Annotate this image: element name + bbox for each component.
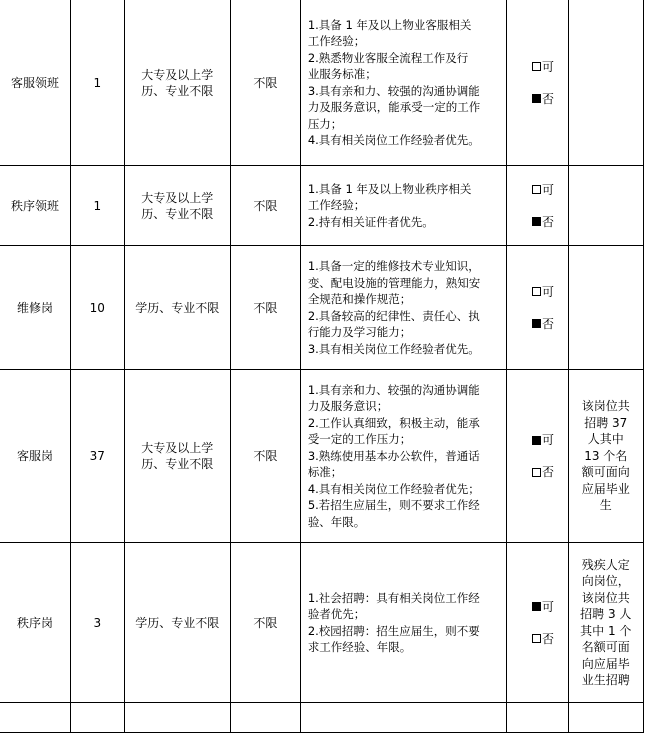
- requirement-line: 1.具备 1 年及以上物业客服相关: [307, 17, 472, 32]
- yes-checkbox[interactable]: [532, 62, 541, 71]
- remark-line: 人其中: [587, 432, 624, 447]
- requirement-line: 2.持有相关证件者优先。: [307, 214, 434, 229]
- education-cell: [124, 246, 230, 370]
- requirement-line: 3.具有相关岗位工作经验者优先。: [307, 341, 480, 356]
- requirement-line: 工作经验；: [307, 34, 366, 48]
- age-cell: 不限: [230, 0, 300, 166]
- yes-option-label: 可: [542, 284, 555, 299]
- table-row: [0, 246, 644, 370]
- yes-option-label: 可: [542, 182, 555, 197]
- education-line: 学历、专业不限: [135, 300, 220, 315]
- no-checkbox[interactable]: [532, 94, 541, 103]
- remark-line: 该岗位共: [581, 590, 630, 605]
- requirement-line: 2.具备较高的纪律性、责任心、执: [307, 308, 480, 323]
- requirement-line: 标准；: [307, 465, 343, 480]
- option-yes[interactable]: [532, 51, 568, 83]
- graduate-option-cell: [507, 0, 569, 166]
- requirement-line: 1.具备 1 年及以上物业秩序相关: [307, 181, 472, 196]
- headcount-cell: 10: [70, 246, 124, 370]
- requirement-line: 力及服务意识，能承受一定的工作: [307, 100, 481, 114]
- table-row: [0, 370, 644, 543]
- age-cell: 不限: [230, 543, 300, 703]
- empty-cell: [300, 703, 506, 733]
- requirement-line: 求工作经验、年限。: [307, 640, 412, 654]
- remark-line: 招聘 3 人: [580, 607, 632, 621]
- yes-checkbox[interactable]: [532, 185, 541, 194]
- option-yes[interactable]: [532, 424, 568, 456]
- age-cell: 不限: [230, 166, 300, 246]
- remark-line: 生: [599, 498, 612, 513]
- position-cell: 客服领班: [0, 0, 70, 166]
- headcount-cell: 37: [70, 370, 124, 543]
- remark-line: 应届毕业: [581, 481, 630, 496]
- education-line: 历、专业不限: [141, 206, 214, 221]
- no-option-label: 否: [542, 214, 555, 229]
- remark-line: 该岗位共: [581, 399, 630, 414]
- requirement-line: 压力；: [307, 116, 343, 131]
- education-line: 大专及以上学: [141, 441, 214, 455]
- education-cell: [124, 166, 230, 246]
- yes-checkbox[interactable]: [532, 602, 541, 611]
- headcount-cell: 1: [70, 166, 124, 246]
- yes-option-label: 可: [542, 433, 555, 447]
- education-cell: [124, 370, 230, 543]
- headcount-cell: 3: [70, 543, 124, 703]
- remark-line: 向应届毕: [581, 656, 630, 671]
- education-line: 大专及以上学: [141, 190, 214, 205]
- education-cell: [124, 543, 230, 703]
- requirement-line: 业服务标准；: [307, 67, 377, 81]
- yes-option-label: 可: [542, 599, 555, 614]
- no-option-label: 否: [542, 465, 555, 479]
- position-cell: 客服岗: [0, 370, 70, 543]
- remarks-cell: [568, 0, 643, 166]
- requirement-line: 力及服务意识；: [307, 399, 389, 414]
- option-yes[interactable]: [532, 174, 568, 206]
- option-yes[interactable]: [532, 591, 568, 623]
- requirement-line: 工作经验；: [307, 198, 366, 213]
- requirements-cell: [300, 0, 506, 166]
- age-cell: 不限: [230, 246, 300, 370]
- position-cell: 秩序领班: [0, 166, 70, 246]
- empty-cell: [0, 703, 70, 733]
- table-row: [0, 543, 644, 703]
- remark-line: 招聘 37: [584, 415, 628, 430]
- requirement-line: 2.熟悉物业客服全流程工作及行: [307, 50, 469, 65]
- requirement-line: 4.具有相关岗位工作经验者优先。: [307, 133, 480, 147]
- requirements-cell: [300, 370, 506, 543]
- yes-option-label: 可: [542, 59, 555, 74]
- graduate-option-cell: [507, 166, 569, 246]
- table-row: [0, 0, 644, 166]
- education-cell: [124, 0, 230, 166]
- education-line: 大专及以上学: [141, 67, 214, 82]
- education-line: 历、专业不限: [141, 83, 214, 98]
- remark-line: 13 个名: [584, 448, 628, 463]
- empty-cell: [124, 703, 230, 733]
- yes-checkbox[interactable]: [532, 287, 541, 296]
- requirement-line: 变、配电设施的管理能力，熟知安: [307, 275, 481, 290]
- requirement-line: 5.若招生应届生，则不要求工作经: [307, 498, 480, 513]
- requirements-cell: [300, 166, 506, 246]
- empty-cell: [230, 703, 300, 733]
- table-row-partial: [0, 703, 644, 733]
- option-no[interactable]: [532, 206, 568, 238]
- requirement-line: 验者优先；: [307, 607, 366, 621]
- empty-cell: [70, 703, 124, 733]
- remarks-cell: [568, 246, 643, 370]
- remarks-cell: [568, 166, 643, 246]
- headcount-cell: 1: [70, 0, 124, 166]
- education-line: 学历、专业不限: [135, 615, 220, 630]
- remark-line: 向岗位，: [581, 574, 630, 588]
- requirement-line: 4.具有相关岗位工作经验者优先；: [307, 481, 480, 496]
- graduate-option-cell: [507, 543, 569, 703]
- remark-line: 额可面向: [581, 465, 630, 480]
- requirement-line: 1.具有亲和力、较强的沟通协调能: [307, 382, 480, 397]
- yes-checkbox[interactable]: [532, 436, 541, 445]
- remarks-cell: [568, 370, 643, 543]
- option-no[interactable]: [532, 308, 568, 340]
- no-option-label: 否: [542, 631, 555, 646]
- requirements-cell: [300, 543, 506, 703]
- position-cell: 维修岗: [0, 246, 70, 370]
- requirement-line: 行能力及学习能力；: [307, 325, 412, 339]
- age-cell: 不限: [230, 370, 300, 543]
- requirement-line: 验、年限。: [307, 514, 366, 529]
- position-cell: 秩序岗: [0, 543, 70, 703]
- option-no[interactable]: [532, 456, 568, 488]
- no-checkbox[interactable]: [532, 634, 541, 643]
- requirement-line: 全规范和操作规范；: [307, 292, 412, 306]
- requirement-line: 2.校园招聘：招生应届生，则不要: [307, 623, 480, 638]
- remark-line: 业生招聘: [581, 673, 630, 687]
- remark-line: 残疾人定: [581, 557, 630, 572]
- empty-cell: [568, 703, 643, 733]
- option-no[interactable]: [532, 623, 568, 655]
- option-no[interactable]: [532, 83, 568, 115]
- no-checkbox[interactable]: [532, 468, 541, 477]
- requirement-line: 3.熟练使用基本办公软件，普通话: [307, 448, 480, 463]
- requirement-line: 受一定的工作压力；: [307, 432, 412, 447]
- graduate-option-cell: [507, 370, 569, 543]
- option-yes[interactable]: [532, 276, 568, 308]
- remark-line: 名额可面: [581, 640, 630, 654]
- remark-line: 其中 1 个: [580, 623, 632, 638]
- graduate-option-cell: [507, 246, 569, 370]
- no-option-label: 否: [542, 316, 555, 331]
- table-row: [0, 166, 644, 246]
- requirement-line: 2.工作认真细致，积极主动，能承: [307, 415, 480, 430]
- requirement-line: 3.具有亲和力、较强的沟通协调能: [307, 83, 480, 98]
- empty-cell: [507, 703, 569, 733]
- no-checkbox[interactable]: [532, 217, 541, 226]
- education-line: 历、专业不限: [141, 457, 214, 471]
- no-option-label: 否: [542, 91, 555, 106]
- requirement-line: 1.社会招聘：具有相关岗位工作经: [307, 590, 480, 605]
- requirements-cell: [300, 246, 506, 370]
- no-checkbox[interactable]: [532, 319, 541, 328]
- remarks-cell: [568, 543, 643, 703]
- requirement-line: 1.具备一定的维修技术专业知识，: [307, 259, 480, 273]
